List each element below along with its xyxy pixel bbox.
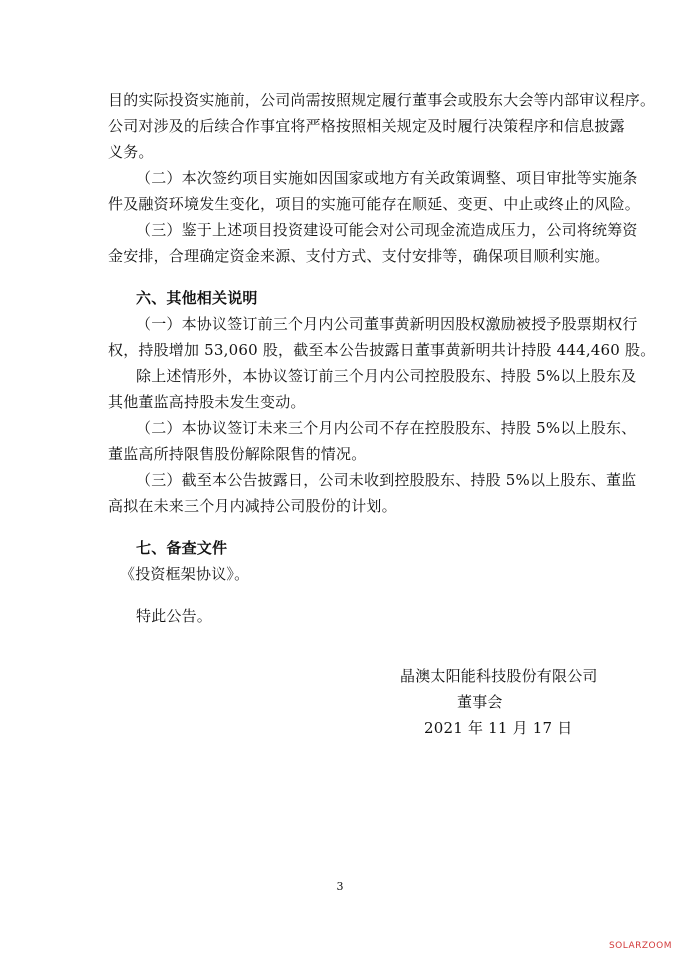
risk-line-3: 义务。 <box>108 143 154 161</box>
risk-line-6: （三）鉴于上述项目投资建设可能会对公司现金流造成压力，公司将统筹资 <box>136 221 638 239</box>
section-six-line-5: （二）本协议签订未来三个月内公司不存在控股股东、持股 5%以上股东、 <box>136 419 637 437</box>
risk-line-5: 件及融资环境发生变化，项目的实施可能存在顺延、变更、中止或终止的风险。 <box>108 195 641 213</box>
section-six-line-2: 权，持股增加 53,060 股，截至本公告披露日董事黄新明共计持股 444,460 股。 <box>108 341 656 359</box>
risk-line-1: 目的实际投资实施前，公司尚需按照规定履行董事会或股东大会等内部审议程序。 <box>108 91 656 109</box>
section-six-line-3: 除上述情形外，本协议签订前三个月内公司控股股东、持股 5%以上股东及 <box>136 367 637 385</box>
signature-date: 2021 年 11 月 17 日 <box>424 719 573 737</box>
section-six-line-4: 其他董监高持股未发生变动。 <box>108 393 306 411</box>
watermark: SOLARZOOM <box>608 941 672 951</box>
risk-line-4: （二）本次签约项目实施如因国家或地方有关政策调整、项目审批等实施条 <box>136 169 638 187</box>
signature-board: 董事会 <box>457 693 503 711</box>
signature-company: 晶澳太阳能科技股份有限公司 <box>400 667 598 685</box>
risk-line-7: 金安排，合理确定资金来源、支付方式、支付安排等，确保项目顺利实施。 <box>108 247 610 265</box>
section-six-line-6: 董监高所持限售股份解除限售的情况。 <box>108 445 367 463</box>
section-seven-heading: 七、备查文件 <box>136 539 228 557</box>
section-six-line-7: （三）截至本公告披露日，公司未收到控股股东、持股 5%以上股东、董监 <box>136 471 637 489</box>
page-number: 3 <box>336 880 344 893</box>
section-six-line-8: 高拟在未来三个月内减持公司股份的计划。 <box>108 497 397 515</box>
risk-line-2: 公司对涉及的后续合作事宜将严格按照相关规定及时履行决策程序和信息披露 <box>108 117 625 135</box>
section-six-heading: 六、其他相关说明 <box>136 289 258 307</box>
reference-document: 《投资框架协议》。 <box>120 565 250 583</box>
section-six-line-1: （一）本协议签订前三个月内公司董事黄新明因股权激励被授予股票期权行 <box>136 315 638 333</box>
closing-text: 特此公告。 <box>136 607 213 625</box>
